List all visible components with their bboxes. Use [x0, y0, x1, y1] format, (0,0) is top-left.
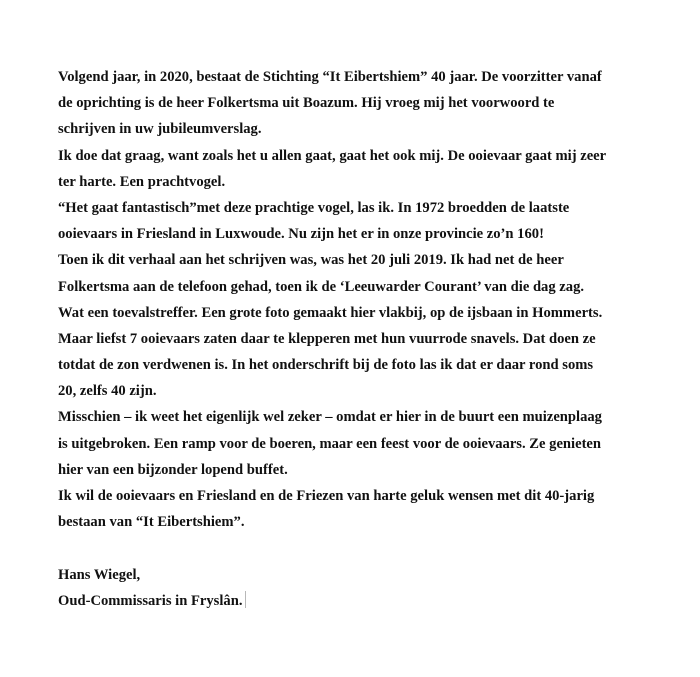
- text-line: Volgend jaar, in 2020, bestaat de Stichting “It Eibertshiem” 40 jaar. De voorzitter vanaf: [58, 69, 602, 85]
- text-line: Ik wil de ooievaars en Friesland en de Friezen van harte geluk wensen met dit 40-jarig: [58, 488, 595, 504]
- signature-title-row: [58, 588, 678, 614]
- text-line: ter harte. Een prachtvogel.: [58, 173, 226, 190]
- text-line: ooievaars in Friesland in Luxwoude. Nu zijn het er in onze provincie zo’n 160!: [58, 226, 544, 243]
- text-line: “Het gaat fantastisch”met deze prachtige vogel, las ik. In 1972 broedden de laatste: [58, 199, 570, 216]
- text-line: 20, zelfs 40 zijn.: [58, 383, 157, 400]
- text-line: is uitgebroken. Een ramp voor de boeren, maar een feest voor de ooievaars. Ze genieten: [58, 435, 602, 452]
- text-line: bestaan van “It Eibertshiem”.: [58, 514, 245, 531]
- text-line: de oprichting is de heer Folkertsma uit Boazum. Hij vroeg mij het voorwoord te: [58, 95, 555, 112]
- text-line: Toen ik dit verhaal aan het schrijven was, was het 20 juli 2019. Ik had net de heer: [58, 252, 564, 269]
- text-line: schrijven in uw jubileumverslag.: [58, 121, 262, 138]
- text-line: hier van een bijzonder lopend buffet.: [58, 461, 288, 478]
- blank-line: [58, 535, 678, 561]
- text-line: totdat de zon verdwenen is. In het onderschrift bij de foto las ik dat er daar rond soms: [58, 357, 594, 374]
- text-line: Wat een toevalstreffer. Een grote foto gemaakt hier vlakbij, op de ijsbaan in Hommerts.: [58, 304, 603, 321]
- text-line: Folkertsma aan de telefoon gehad, toen ik de ‘Leeuwarder Courant’ van die dag zag.: [58, 278, 585, 295]
- signature-name: Hans Wiegel,: [58, 566, 141, 583]
- signature-title: Oud-Commissaris in Fryslân.: [58, 592, 243, 609]
- text-line: Maar liefst 7 ooievaars zaten daar te klepperen met hun vuurrode snavels. Dat doen ze: [58, 330, 596, 347]
- document-body: [58, 64, 678, 614]
- text-line: Ik doe dat graag, want zoals het u allen gaat, gaat het ook mij. De ooievaar gaat mij zeer: [58, 147, 607, 164]
- text-line: Misschien – ik weet het eigenlijk wel zeker – omdat er hier in de buurt een muizenplaag: [58, 409, 602, 426]
- text-cursor: [245, 591, 246, 608]
